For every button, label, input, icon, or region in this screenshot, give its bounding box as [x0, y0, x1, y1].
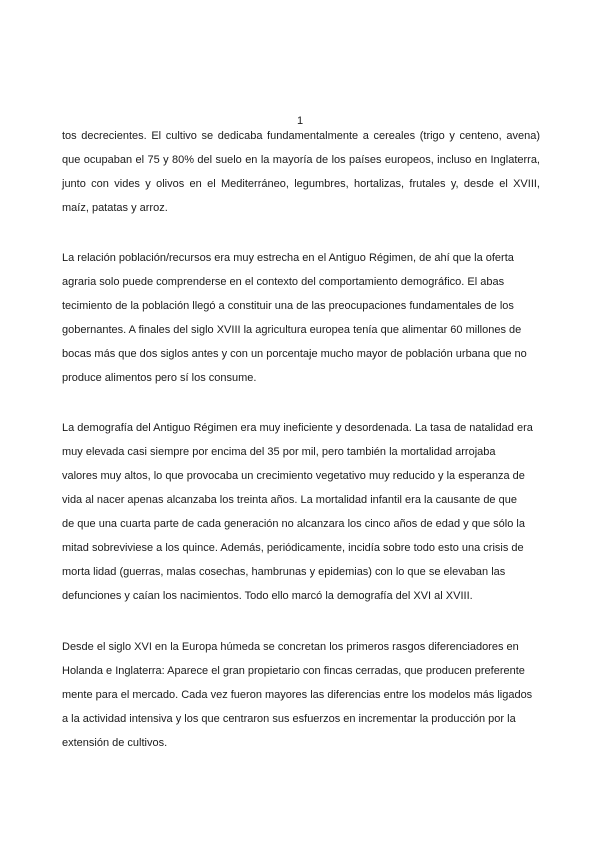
text-line: agraria solo puede comprenderse en el contexto del comportamiento demográfico. El abas [62, 276, 505, 288]
page-number: 1 [296, 115, 304, 127]
text-line: mente para el mercado. Cada vez fueron mayores las diferencias entre los modelos más ligados [62, 689, 533, 701]
text-line: extensión de cultivos. [62, 737, 168, 749]
paragraph-population-resources [62, 246, 540, 390]
text-line: junto con vides y olivos en el Mediterráneo, legumbres, hortalizas, frutales y, desde el XVIII, [62, 178, 540, 190]
paragraph-humid-europe [62, 635, 540, 755]
text-line: de que una cuarta parte de cada generación no alcanzara los cinco años de edad y que sólo la [62, 518, 525, 530]
text-line: Holanda e Inglaterra: Aparece el gran propietario con fincas cerradas, que producen preferente [62, 665, 525, 677]
paragraph-crops [62, 124, 540, 220]
paragraph-demography [62, 416, 540, 608]
text-line: muy elevada casi siempre por encima del 35 por mil, pero también la mortalidad arrojaba [62, 446, 496, 458]
text-line: vida al nacer apenas alcanzaba los treinta años. La mortalidad infantil era la causante de que [62, 494, 517, 506]
text-line: Desde el siglo XVI en la Europa húmeda se concretan los primeros rasgos diferenciadores en [62, 641, 519, 653]
text-line: defunciones y caían los nacimientos. Todo ello marcó la demografía del XVI al XVIII. [62, 590, 473, 602]
text-line: maíz, patatas y arroz. [62, 202, 168, 214]
text-line: a la actividad intensiva y los que centraron sus esfuerzos en incrementar la producción por la [62, 713, 516, 725]
text-line: morta lidad (guerras, malas cosechas, hambrunas y epidemias) con lo que se elevaban las [62, 566, 506, 578]
text-line: La demografía del Antiguo Régimen era muy ineficiente y desordenada. La tasa de natalidad era [62, 422, 533, 434]
text-line: produce alimentos pero sí los consume. [62, 372, 257, 384]
text-line: mitad sobreviviese a los quince. Además, periódicamente, incidía sobre todo esto una crisis de [62, 542, 524, 554]
text-line: La relación población/recursos era muy estrecha en el Antiguo Régimen, de ahí que la oferta [62, 252, 514, 264]
text-line: bocas más que dos siglos antes y con un porcentaje mucho mayor de población urbana que no [62, 348, 527, 360]
text-line: que ocupaban el 75 y 80% del suelo en la mayoría de los países europeos, incluso en Inglaterra, [62, 154, 540, 166]
text-line: valores muy altos, lo que provocaba un crecimiento vegetativo muy reducido y la esperanza de [62, 470, 525, 482]
text-line: tecimiento de la población llegó a constituir una de las preocupaciones fundamentales de los [62, 300, 514, 312]
text-line: tos decrecientes. El cultivo se dedicaba fundamentalmente a cereales (trigo y centeno, avena) [62, 130, 540, 142]
text-line: gobernantes. A finales del siglo XVIII la agricultura europea tenía que alimentar 60 millones de [62, 324, 522, 336]
